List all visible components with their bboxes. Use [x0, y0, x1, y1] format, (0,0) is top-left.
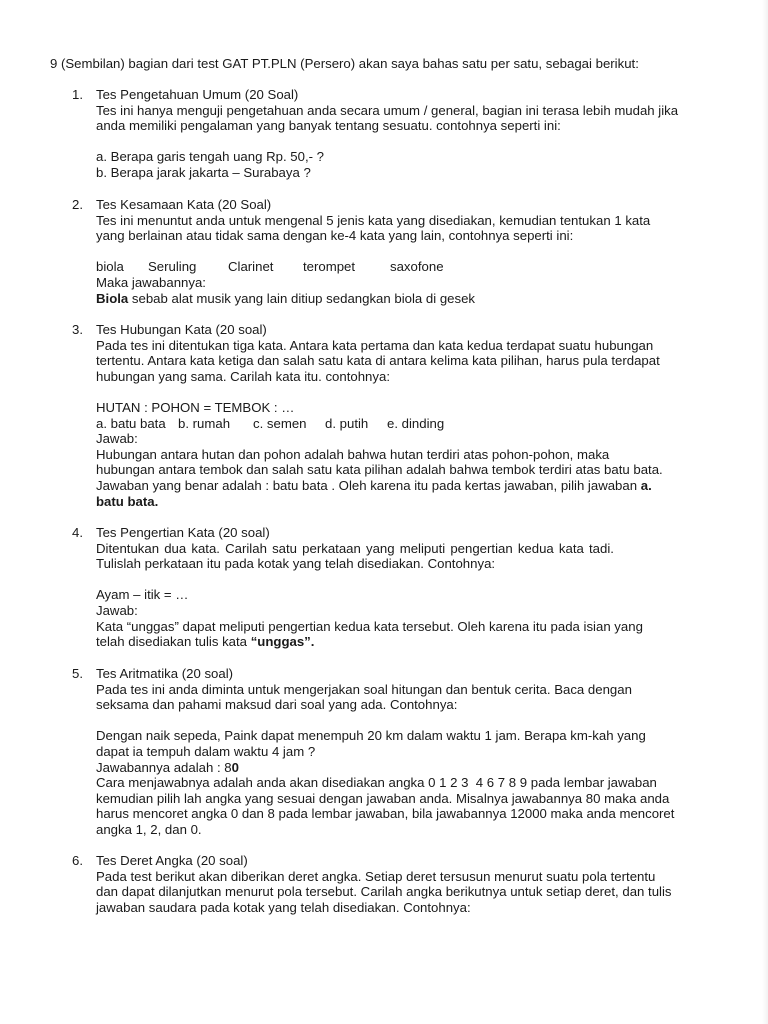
explain-line: Hubungan antara hutan dan pohon adalah bahwa hutan terdiri atas pohon-pohon, maka	[96, 446, 610, 462]
section-number: 3.	[72, 322, 83, 337]
section-desc-line: tertentu. Antara kata ketiga dan salah satu kata di antara kelima kata pilihan, harus pula terdapat	[96, 353, 660, 369]
word-option: Clarinet	[228, 259, 274, 275]
answer-option: b. rumah	[178, 415, 231, 431]
answer-option: d. putih	[325, 415, 369, 431]
section-number: 2.	[72, 197, 83, 212]
answer-label: Jawab:	[96, 602, 138, 618]
answer-line	[96, 291, 722, 307]
section-desc-line: Tulislah perkataan itu pada kotak yang telah disediakan. Contohnya:	[96, 556, 496, 572]
intro-paragraph: 9 (Sembilan) bagian dari test GAT PT.PLN (Persero) akan saya bahas satu per satu, sebagai berikut:	[50, 56, 639, 71]
answer-option: c. semen	[253, 415, 307, 431]
explain-line: harus mencoret angka 0 dan 8 pada lembar jawaban, bila jawabannya 12000 maka anda mencoret	[96, 806, 675, 822]
word-option: saxofone	[390, 259, 444, 275]
example-line: b. Berapa jarak jakarta – Surabaya ?	[96, 164, 311, 180]
section-title: Tes Aritmatika (20 soal)	[96, 666, 234, 681]
explain-line	[96, 494, 722, 510]
answer-bold: Biola	[96, 290, 129, 306]
explain-bold: a.	[640, 477, 652, 493]
question-line: Ayam – itik = …	[96, 587, 189, 603]
answer-line	[96, 760, 722, 776]
section-desc-line: Pada tes ini ditentukan tiga kata. Antara kata pertama dan kata kedua terdapat suatu hubungan	[96, 337, 654, 353]
section-title: Tes Deret Angka (20 soal)	[96, 853, 248, 868]
section-desc-line: Pada test berikut akan diberikan deret angka. Setiap deret tersusun menurut suatu pola tertentu	[96, 868, 656, 884]
section-number: 5.	[72, 666, 83, 681]
section-6	[72, 853, 722, 915]
section-desc-line: seksama dan pahami maksud dari soal yang ada. Contohnya:	[96, 697, 458, 713]
explain-line: Cara menjawabnya adalah anda akan disediakan angka 0 1 2 3 4 6 7 8 9 pada lembar jawaban	[96, 775, 657, 791]
section-5	[72, 666, 722, 838]
section-number: 6.	[72, 853, 83, 868]
section-desc-line: anda memiliki pengalaman yang banyak tentang sesuatu. contohnya seperti ini:	[96, 118, 561, 134]
question-line: Dengan naik sepeda, Paink dapat menempuh 20 km dalam waktu 1 jam. Berapa km-kah yang	[96, 728, 646, 744]
section-desc-line: Tes ini menuntut anda untuk mengenal 5 jenis kata yang disediakan, kemudian tentukan 1 kata	[96, 212, 651, 228]
answer-rest: sebab alat musik yang lain ditiup sedangkan biola di gesek	[128, 290, 476, 306]
section-3	[72, 322, 722, 509]
answer-bold: 0	[231, 759, 239, 775]
explain-line: kemudian pilih lah angka yang sesuai dengan jawaban anda. Misalnya jawabannya 80 maka anda	[96, 790, 670, 806]
word-option: biola	[96, 259, 124, 275]
section-title: Tes Hubungan Kata (20 soal)	[96, 322, 267, 337]
explain-bold: batu bata.	[96, 493, 159, 509]
section-1	[72, 87, 722, 181]
word-option: terompet	[303, 259, 356, 275]
explain-text: Jawaban yang benar adalah : batu bata . Oleh karena itu pada kertas jawaban, pilih jawaban	[96, 477, 641, 493]
question-line: HUTAN : POHON = TEMBOK : …	[96, 399, 295, 415]
section-desc-line: Pada tes ini anda diminta untuk mengerjakan soal hitungan dan bentuk cerita. Baca dengan	[96, 681, 632, 697]
section-4	[72, 525, 722, 650]
section-2	[72, 197, 722, 306]
section-desc-line: Tes ini hanya menguji pengetahuan anda secara umum / general, bagian ini terasa lebih mudah jika	[96, 102, 679, 118]
section-desc-line: yang berlainan atau tidak sama dengan ke-4 kata yang lain, contohnya seperti ini:	[96, 228, 574, 244]
answer-label: Maka jawabannya:	[96, 274, 206, 290]
explain-text: telah disediakan tulis kata	[96, 634, 251, 650]
section-title: Tes Kesamaan Kata (20 Soal)	[96, 197, 272, 212]
section-desc-line: jawaban saudara pada kotak yang telah disediakan. Contohnya:	[96, 899, 471, 915]
explain-bold: “unggas”.	[250, 634, 315, 650]
section-desc-line: hubungan yang sama. Carilah kata itu. contohnya:	[96, 368, 390, 384]
explain-line	[96, 634, 722, 650]
example-line: a. Berapa garis tengah uang Rp. 50,- ?	[96, 149, 325, 165]
section-title: Tes Pengertian Kata (20 soal)	[96, 525, 270, 540]
section-title: Tes Pengetahuan Umum (20 Soal)	[96, 87, 299, 102]
answer-text: Jawabannya adalah : 8	[96, 759, 232, 775]
word-options	[96, 259, 722, 275]
word-option: Seruling	[148, 259, 197, 275]
answer-option: a. batu bata	[96, 415, 166, 431]
page-edge	[762, 0, 768, 1024]
section-desc-line: Ditentukan dua kata. Carilah satu perkataan yang meliputi pengertian kedua kata tadi.	[96, 540, 614, 556]
explain-line: Kata “unggas” dapat meliputi pengertian kedua kata tersebut. Oleh karena itu pada isian yang	[96, 618, 643, 634]
section-number: 4.	[72, 525, 83, 540]
explain-line: angka 1, 2, dan 0.	[96, 821, 202, 837]
explain-line	[96, 478, 722, 494]
section-desc-line: dan dapat dilanjutkan menurut pola tersebut. Carilah angka berikutnya untuk setiap deret, dan tulis	[96, 884, 672, 900]
question-line: dapat ia tempuh dalam waktu 4 jam ?	[96, 743, 316, 759]
explain-line: hubungan antara tembok dan salah satu kata pilihan adalah bahwa tembok terdiri atas batu bata.	[96, 462, 663, 478]
answer-options	[96, 416, 722, 432]
section-number: 1.	[72, 87, 83, 102]
answer-label: Jawab:	[96, 431, 138, 447]
answer-option: e. dinding	[387, 415, 445, 431]
